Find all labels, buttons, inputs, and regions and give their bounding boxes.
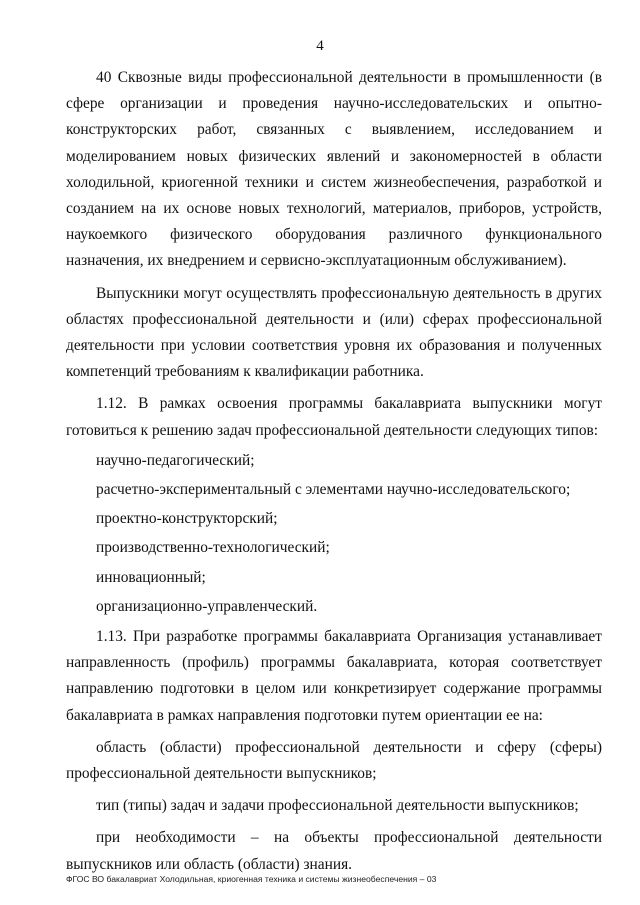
list-item: расчетно-экспериментальный с элементами научно-исследовательского; bbox=[96, 481, 571, 499]
footer-standard-title: ФГОС ВО бакалавриат Холодильная, криогенная техника и системы жизнеобеспечения – 03 bbox=[66, 874, 437, 884]
list-item: инновационный; bbox=[96, 568, 206, 586]
document-body bbox=[66, 65, 602, 878]
paragraph-activity-type-40: 40 Сквозные виды профессиональной деятельности в промышленности (в сфере организации и проведения научно-исследовательских и опытно-конструкторских работ, связанных с выявлением, исследованием и моделированием новых физических явлений и закономерностей в области холодильной, криогенной техники и систем жизнеобеспечения, разработкой и созданием на их основе новых технологий, материалов, приборов, устройств, наукоемкого физического оборудования различного функционального назначения, их внедрением и сервисно-эксплуатационным обслуживанием). bbox=[66, 69, 602, 270]
orientation-item: при необходимости – на объекты профессиональной деятельности выпускников или область (области) знания. bbox=[66, 829, 602, 873]
paragraph-graduates-other-areas: Выпускники могут осуществлять профессиональную деятельность в других областях профессиональной деятельности и (или) сферах профессиональной деятельности при условии соответствия уровня их образования и полученных компетенций требованиям к квалификации работника. bbox=[66, 284, 602, 381]
task-types-list bbox=[66, 448, 602, 620]
page-number: 4 bbox=[316, 38, 324, 54]
orientation-item: область (области) профессиональной деятельности и сферу (сферы) профессиональной деятельности выпускников; bbox=[66, 738, 602, 783]
list-item: организационно-управленческий. bbox=[96, 597, 318, 615]
list-item: производственно-технологический; bbox=[96, 539, 330, 557]
paragraph-1-12: 1.12. В рамках освоения программы бакалавриата выпускники могут готовиться к решению задач профессиональной деятельности следующих типов: bbox=[66, 395, 602, 439]
orientation-item: тип (типы) задач и задачи профессиональной деятельности выпускников; bbox=[96, 797, 579, 815]
list-item: научно-педагогический; bbox=[96, 451, 255, 469]
paragraph-1-13: 1.13. При разработке программы бакалавриата Организация устанавливает направленность (профиль) программы бакалавриата, которая соответствует направлению подготовки в целом или конкретизирует содержание программы бакалавриата в рамках направления подготовки путем ориентации ее на: bbox=[66, 628, 602, 724]
list-item: проектно-конструкторский; bbox=[96, 510, 278, 528]
